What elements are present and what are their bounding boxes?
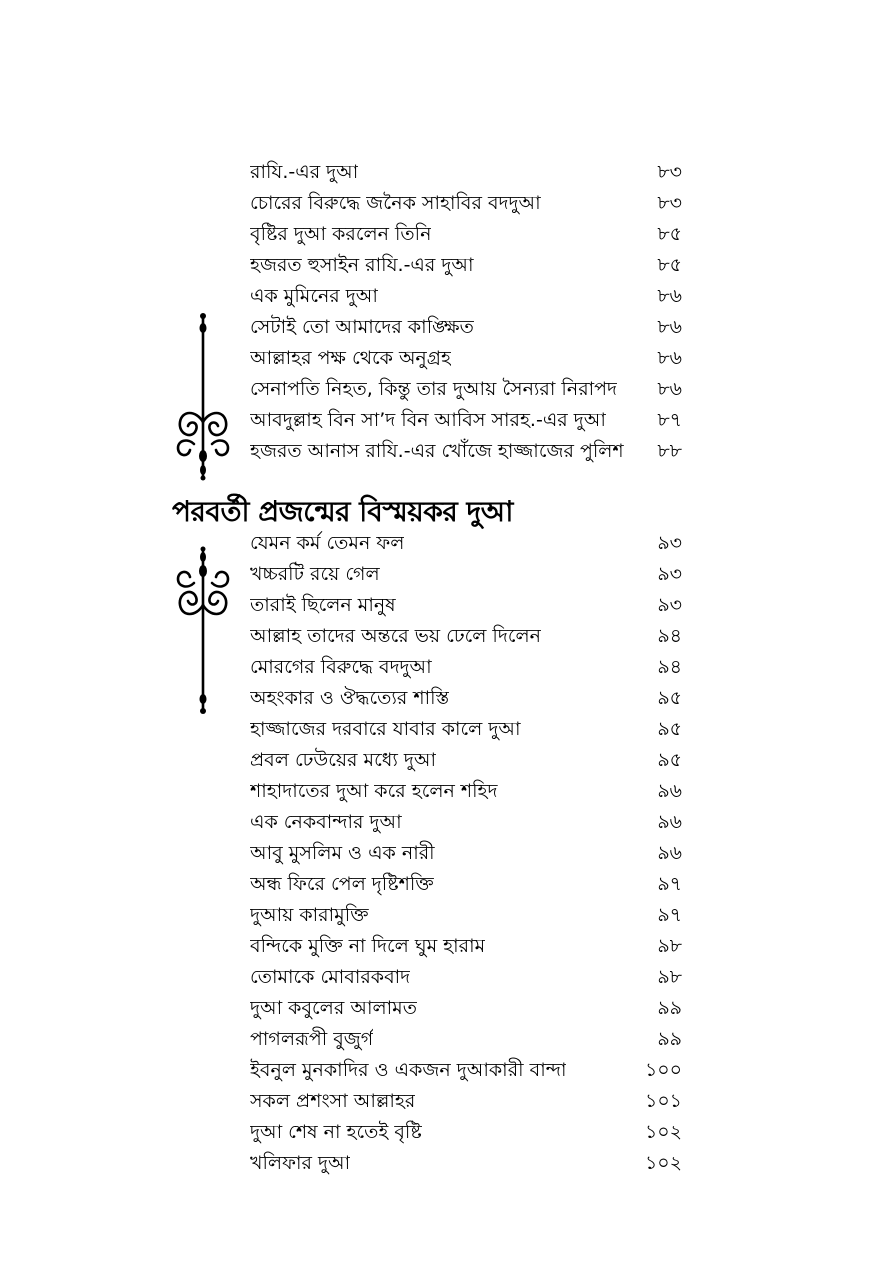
toc-entry-page: ৮৮ — [657, 440, 682, 462]
toc-entry — [250, 250, 682, 281]
toc-entry-title: হজরত হুসাইন রাযি.-এর দুআ — [250, 254, 474, 276]
toc-entry-page: ৯৬ — [657, 842, 682, 864]
toc-entry-page: ৯৯ — [657, 1028, 682, 1050]
toc-entry-title: হজরত আনাস রাযি.-এর খোঁজে হাজ্জাজের পুলিশ — [250, 440, 624, 462]
toc-entry-title: এক মুমিনের দুআ — [250, 285, 378, 307]
toc-entry — [250, 188, 682, 219]
toc-entry-title: সকল প্রশংসা আল্লাহর — [250, 1090, 416, 1112]
toc-entry-page: ৯৭ — [657, 904, 682, 926]
toc-entry-page: ৯৩ — [657, 532, 682, 554]
toc-entry-page: ৯৩ — [657, 594, 682, 616]
toc-entry-title: খচ্চরটি রয়ে গেল — [250, 563, 380, 585]
toc-entry-title: বন্দিকে মুক্তি না দিলে ঘুম হারাম — [250, 935, 486, 957]
scroll-ornament-icon — [170, 545, 232, 717]
toc-entry — [250, 962, 682, 993]
toc-entry-title: মোরগের বিরুদ্ধে বদদুআ — [250, 656, 432, 678]
toc-entry-page: ৯৮ — [657, 966, 682, 988]
toc-entry — [250, 343, 682, 374]
toc-entry — [250, 621, 682, 652]
toc-entry-page: ৯৫ — [657, 687, 682, 709]
toc-entry-title: অন্ধ ফিরে পেল দৃষ্টিশক্তি — [250, 873, 434, 895]
toc-entry-title: দুআ কবুলের আলামত — [250, 997, 417, 1019]
toc-entry-title: আবদুল্লাহ বিন সা’দ বিন আবিস সারহ.-এর দুআ — [250, 409, 606, 431]
toc-entry-title: খলিফার দুআ — [250, 1152, 351, 1174]
toc-entry-page: ৮৫ — [657, 223, 682, 245]
toc-entry-title: সেনাপতি নিহত, কিন্তু তার দুআয় সৈন্যরা নিরাপদ — [250, 378, 618, 400]
toc-entry — [250, 683, 682, 714]
toc-entry-title: রাযি.-এর দুআ — [250, 161, 359, 183]
toc-entry-title: আল্লাহর পক্ষ থেকে অনুগ্রহ — [250, 347, 451, 369]
toc-entry-title: আল্লাহ তাদের অন্তরে ভয় ঢেলে দিলেন — [250, 625, 541, 647]
toc-entry — [250, 807, 682, 838]
toc-entry-title: বৃষ্টির দুআ করলেন তিনি — [250, 223, 432, 245]
toc-entry-page: ১০১ — [644, 1090, 682, 1112]
toc-entry — [250, 869, 682, 900]
toc-entry — [250, 1055, 682, 1086]
toc-entry-title: সেটাই তো আমাদের কাঙ্ক্ষিত — [250, 316, 474, 338]
toc-entry-title: প্রবল ঢেউয়ের মধ্যে দুআ — [250, 749, 437, 771]
section-heading: পরবর্তী প্রজন্মের বিস্ময়কর দুআ — [172, 495, 513, 528]
toc-entry-title: দুআয় কারামুক্তি — [250, 904, 369, 926]
toc-entry-title: তারাই ছিলেন মানুষ — [250, 594, 396, 616]
toc-section-2 — [250, 528, 682, 1179]
toc-entry-page: ৮৫ — [657, 254, 682, 276]
toc-entry-page: ৮৬ — [657, 378, 682, 400]
toc-entry-page: ৮৩ — [657, 192, 682, 214]
toc-entry-page: ৮৭ — [657, 409, 682, 431]
toc-entry — [250, 219, 682, 250]
toc-entry-title: যেমন কর্ম তেমন ফল — [250, 532, 405, 554]
toc-entry-page: ৯৬ — [657, 780, 682, 802]
toc-section-1 — [250, 157, 682, 467]
toc-entry — [250, 157, 682, 188]
toc-entry-title: এক নেকবান্দার দুআ — [250, 811, 402, 833]
toc-entry — [250, 1024, 682, 1055]
toc-entry — [250, 745, 682, 776]
toc-entry-page: ৯৪ — [657, 625, 682, 647]
toc-entry — [250, 838, 682, 869]
scroll-ornament-icon — [170, 310, 232, 482]
toc-entry-page: ৮৬ — [657, 347, 682, 369]
toc-entry-page: ৮৩ — [657, 161, 682, 183]
toc-entry-page: ৯৭ — [657, 873, 682, 895]
toc-entry — [250, 931, 682, 962]
toc-entry-title: পাগলরূপী বুজুর্গ — [250, 1028, 374, 1050]
toc-entry-page: ৯৪ — [657, 656, 682, 678]
toc-entry-page: ৯৫ — [657, 718, 682, 740]
toc-entry — [250, 714, 682, 745]
toc-entry-title: তোমাকে মোবারকবাদ — [250, 966, 411, 988]
toc-entry — [250, 993, 682, 1024]
toc-entry-title: অহংকার ও ঔদ্ধত্যের শাস্তি — [250, 687, 450, 709]
toc-entry-page: ৯৮ — [657, 935, 682, 957]
toc-entry — [250, 405, 682, 436]
toc-entry — [250, 1148, 682, 1179]
toc-entry — [250, 436, 682, 467]
toc-entry-page: ৯৬ — [657, 811, 682, 833]
toc-entry-page: ৮৬ — [657, 285, 682, 307]
toc-entry-page: ৮৬ — [657, 316, 682, 338]
toc-entry — [250, 776, 682, 807]
toc-entry — [250, 590, 682, 621]
toc-entry-page: ১০০ — [644, 1059, 682, 1081]
toc-entry — [250, 1117, 682, 1148]
toc-entry — [250, 528, 682, 559]
toc-entry-page: ১০২ — [644, 1152, 682, 1174]
toc-entry — [250, 900, 682, 931]
toc-entry — [250, 1086, 682, 1117]
toc-entry-title: চোরের বিরুদ্ধে জনৈক সাহাবির বদদুআ — [250, 192, 541, 214]
toc-entry-title: হাজ্জাজের দরবারে যাবার কালে দুআ — [250, 718, 521, 740]
toc-entry-title: শাহাদাতের দুআ করে হলেন শহিদ — [250, 780, 498, 802]
toc-entry-title: দুআ শেষ না হতেই বৃষ্টি — [250, 1121, 422, 1143]
toc-entry — [250, 312, 682, 343]
toc-entry — [250, 559, 682, 590]
toc-entry — [250, 281, 682, 312]
toc-entry-page: ১০২ — [644, 1121, 682, 1143]
toc-entry-page: ৯৯ — [657, 997, 682, 1019]
toc-entry-page: ৯৫ — [657, 749, 682, 771]
toc-entry-title: ইবনুল মুনকাদির ও একজন দুআকারী বান্দা — [250, 1059, 567, 1081]
toc-entry — [250, 652, 682, 683]
toc-entry — [250, 374, 682, 405]
toc-entry-page: ৯৩ — [657, 563, 682, 585]
toc-entry-title: আবু মুসলিম ও এক নারী — [250, 842, 435, 864]
